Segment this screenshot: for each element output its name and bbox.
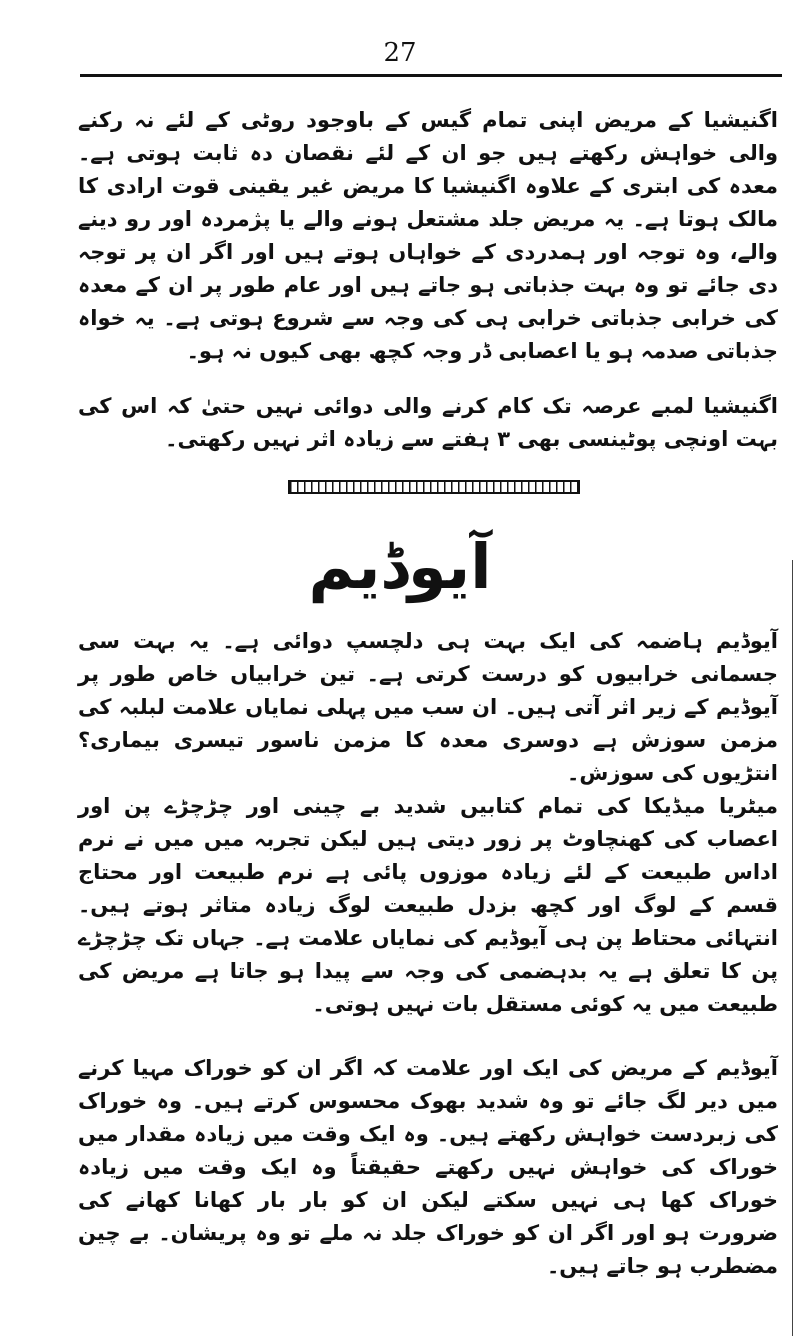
- paragraph-iodum-3: آیوڈیم کے مریض کی ایک اور علامت کہ اگر ان کو خوراک مہیا کرنے میں دیر لگ جائے تو وہ شدید بھوک محسوس کرتے ہیں۔ وہ خوراک کی زبردست خواہش رکھتے ہیں۔ وہ ایک وقت میں زیادہ مقدار میں خوراک کی خواہش نہیں رکھتے حقیقتاً وہ ایک وقت میں زیادہ خوراک کھا ہی نہیں سکتے لیکن ان کو بار بار کھانا کھانے کی ضرورت ہو اور اگر ان کو خوراک جلد نہ ملے تو وہ پریشان۔ بے چین مضطرب ہو جاتے ہیں۔: [78, 1056, 778, 1278]
- paragraph-ignatia-1: اگنیشیا کے مریض اپنی تمام گیس کے باوجود روٹی کے لئے نہ رکنے والی خواہش رکھتے ہیں جو ان کے لئے نقصان دہ ثابت ہوتی ہے۔ معدہ کی ابتری کے علاوہ اگنیشیا کا مریض غیر یقینی قوت ارادی کا مالک ہوتا ہے۔ یہ مریض جلد مشتعل ہونے والے یا پژمردہ اور رو دینے والے، وہ توجہ اور ہمدردی کے خواہاں ہوتے ہیں اور اگر ان پر توجہ دی جائے تو وہ بہت جذباتی ہو جاتے ہیں اور عام طور پر ان کے معدہ کی خرابی جذباتی خرابی ہی کی وجہ سے شروع ہوتی ہے۔ یہ خواہ جذباتی صدمہ ہو یا اعصابی ڈر وجہ کچھ بھی کیوں نہ ہو۔: [78, 108, 778, 363]
- paragraph-ignatia-2: اگنیشیا لمبے عرصہ تک کام کرنے والی دوائی نہیں حتیٰ کہ اس کی بہت اونچی پوٹینسی بھی ۳ ہفتے سے زیادہ اثر نہیں رکھتی۔: [78, 394, 778, 451]
- ornamental-divider: [288, 480, 580, 494]
- page-number: 27: [383, 38, 417, 68]
- paragraph-iodum-1: آیوڈیم ہاضمہ کی ایک بہت ہی دلچسپ دوائی ہے۔ یہ بہت سی جسمانی خرابیوں کو درست کرتی ہے۔ تین خرابیاں خاص طور پر آیوڈیم کے زیر اثر آتی ہیں۔ ان سب میں پہلی نمایاں علامت لبلبہ کی مزمن سوزش ہے دوسری معدہ کا مزمن ناسور تیسری بیماری؟ انتڑیوں کی سوزش۔: [78, 629, 778, 785]
- header-rule: [80, 74, 782, 77]
- page-edge-line: [792, 560, 793, 1336]
- paragraph-iodum-2: میٹریا میڈیکا کی تمام کتابیں شدید بے چینی اور چڑچڑے پن اور اعصاب کی کھنچاوٹ پر زور دیتی ہیں لیکن تجربہ میں میں نے نرم اداس طبیعت کے لئے زیادہ موزوں پائی ہے نرم طبیعت اور محتاج قسم کے لوگ اور کچھ بزدل طبیعت لوگ زیادہ متاثر ہوتے ہیں۔ انتہائی محتاط پن ہی آیوڈیم کی نمایاں علامت ہے۔ جہاں تک چڑچڑے پن کا تعلق ہے یہ بدہضمی کی وجہ سے پیدا ہو جاتا ہے مریض کی طبیعت میں یہ کوئی مستقل بات نہیں ہوتی۔: [78, 794, 778, 1016]
- section-heading-iodum: آیوڈیم: [308, 530, 492, 603]
